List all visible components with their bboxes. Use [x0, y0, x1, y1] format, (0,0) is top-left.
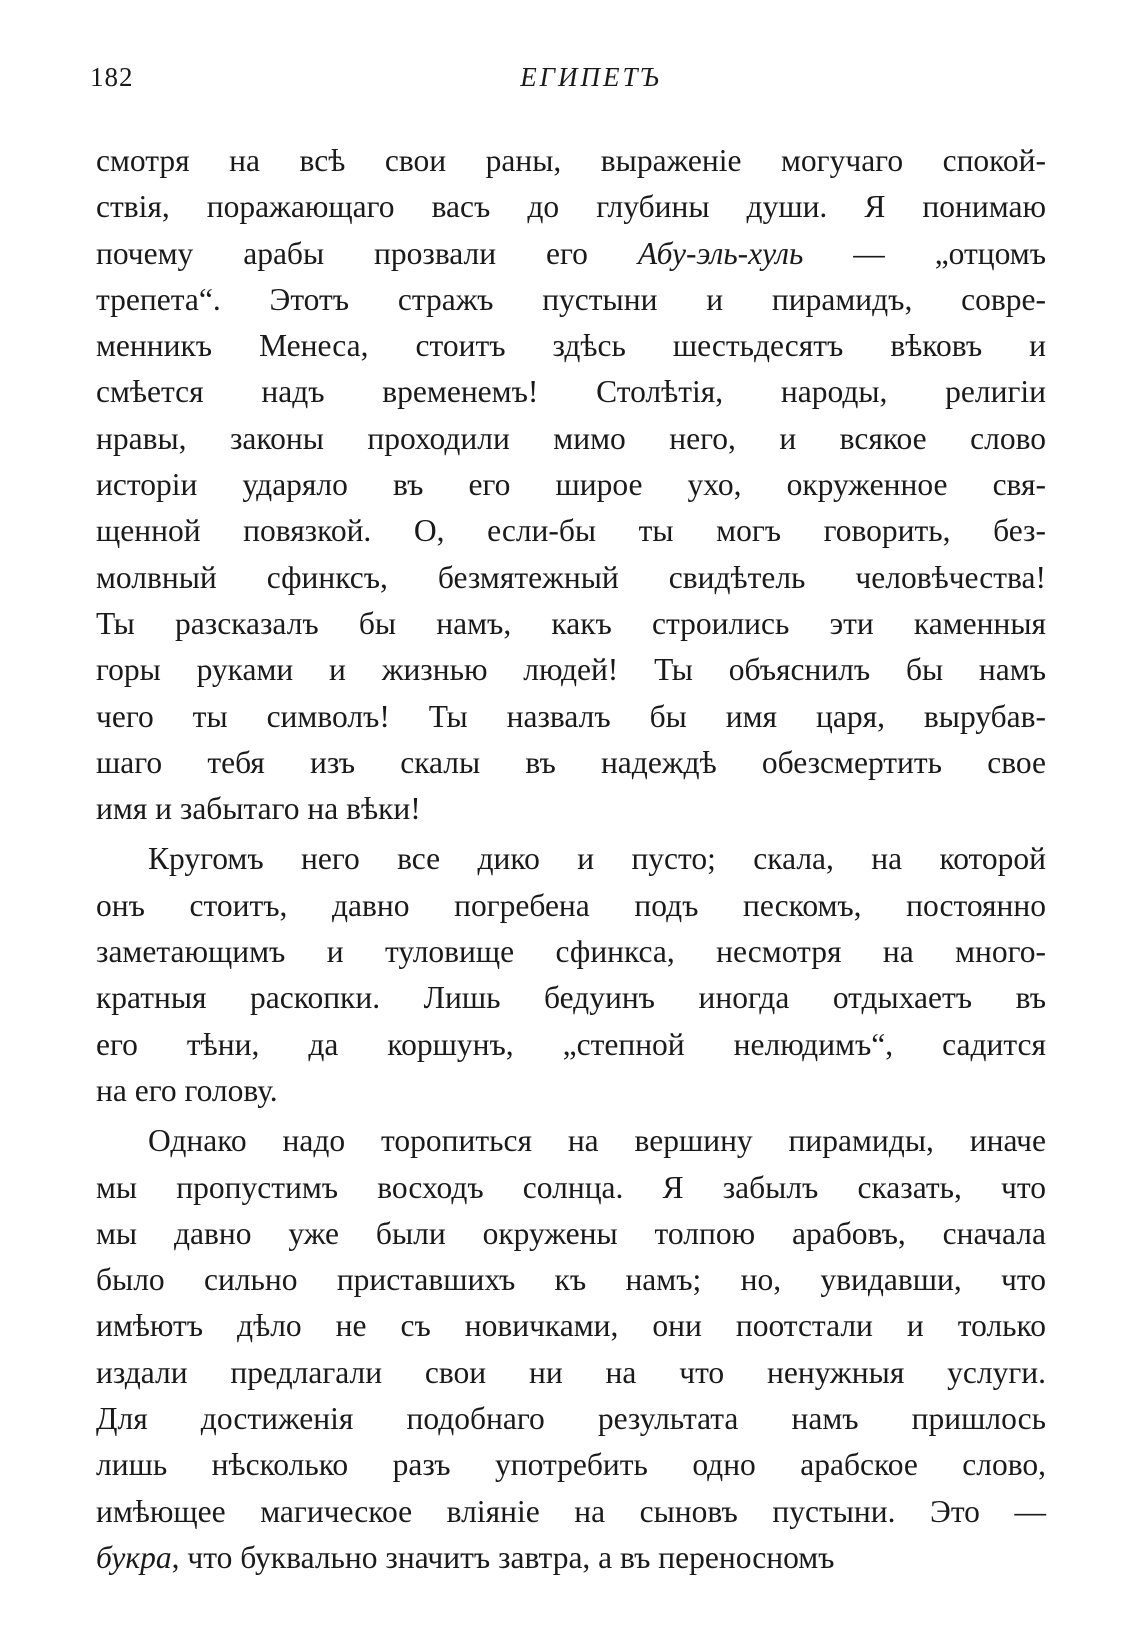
text-line: кратныя раскопки. Лишь бедуинъ иногда отдыхаетъ въ	[96, 980, 1046, 1016]
text-line: мы пропустимъ восходъ солнца. Я забылъ сказать, что	[96, 1169, 1046, 1205]
text-line: горы руками и жизнью людей! Ты объяснилъ бы намъ	[96, 652, 1046, 688]
text-line: щенной повязкой. О, если-бы ты могъ говорить, без-	[96, 513, 1046, 549]
text-line: ствія, поражающаго васъ до глубины души. Я понимаю	[96, 189, 1046, 225]
text-line: заметающимъ и туловище сфинкса, несмотря на много-	[96, 934, 1046, 970]
text-line: Однако надо торопиться на вершину пирамиды, иначе	[148, 1123, 1046, 1159]
text-line: исторіи ударяло въ его широе ухо, окруженное свя-	[96, 467, 1046, 503]
page-header	[90, 62, 1052, 102]
text-line: менникъ Менеса, стоитъ здѣсь шестьдесятъ вѣковъ и	[96, 328, 1046, 364]
text-line: смотря на всѣ свои раны, выраженіе могучаго спокой-	[96, 143, 1046, 178]
paragraph	[96, 836, 1046, 1114]
text-line: Для достиженія подобнаго результата намъ пришлось	[96, 1401, 1046, 1437]
text-line: трепета“. Этотъ стражъ пустыни и пирамидъ, совре-	[96, 281, 1046, 317]
text-line: было сильно приставшихъ къ намъ; но, увидавши, что	[96, 1262, 1046, 1298]
text-line: издали предлагали свои ни на что ненужныя услуги.	[96, 1354, 1046, 1390]
page-number: 182	[90, 62, 134, 92]
text-line: почему арабы прозвали его Абу-эль-хуль — „отцомъ	[96, 235, 1047, 271]
text-line: Кругомъ него все дико и пусто; скала, на которой	[148, 841, 1046, 877]
italic-term: букра	[96, 1539, 172, 1575]
text-line: имѣютъ дѣло не съ новичками, они поотстали и только	[96, 1308, 1046, 1344]
text-line: смѣется надъ временемъ! Столѣтія, народы, религіи	[96, 374, 1046, 410]
text-line: онъ стоитъ, давно погребена подъ пескомъ, постоянно	[96, 887, 1046, 923]
text-line: букра, что буквально значитъ завтра, а въ переносномъ	[96, 1539, 835, 1575]
text-line: шаго тебя изъ скалы въ надеждѣ обезсмертить свое	[96, 744, 1046, 780]
text-line: имѣющее магическое вліяніе на сыновъ пустыни. Это —	[96, 1493, 1046, 1529]
text-line: на его голову.	[96, 1072, 278, 1108]
paragraph	[96, 1118, 1046, 1581]
text-line: молвный сфинксъ, безмятежный свидѣтель человѣчества!	[96, 559, 1046, 595]
paragraph	[96, 138, 1046, 832]
text-line: его тѣни, да коршунъ, „степной нелюдимъ“, садится	[96, 1026, 1046, 1062]
text-line: мы давно уже были окружены толпою арабовъ, сначала	[96, 1215, 1046, 1251]
running-title: ЕГИПЕТЪ	[520, 62, 662, 92]
body-text	[96, 138, 1046, 1581]
italic-term: Абу-эль-хуль	[637, 235, 804, 271]
text-line: имя и забытаго на вѣки!	[96, 791, 421, 827]
text-line: нравы, законы проходили мимо него, и всякое слово	[96, 420, 1046, 456]
text-line: чего ты символъ! Ты назвалъ бы имя царя, вырубав-	[96, 698, 1046, 734]
text-line: лишь нѣсколько разъ употребить одно арабское слово,	[96, 1447, 1046, 1483]
text-line: Ты разсказалъ бы намъ, какъ строились эти каменныя	[96, 605, 1046, 641]
